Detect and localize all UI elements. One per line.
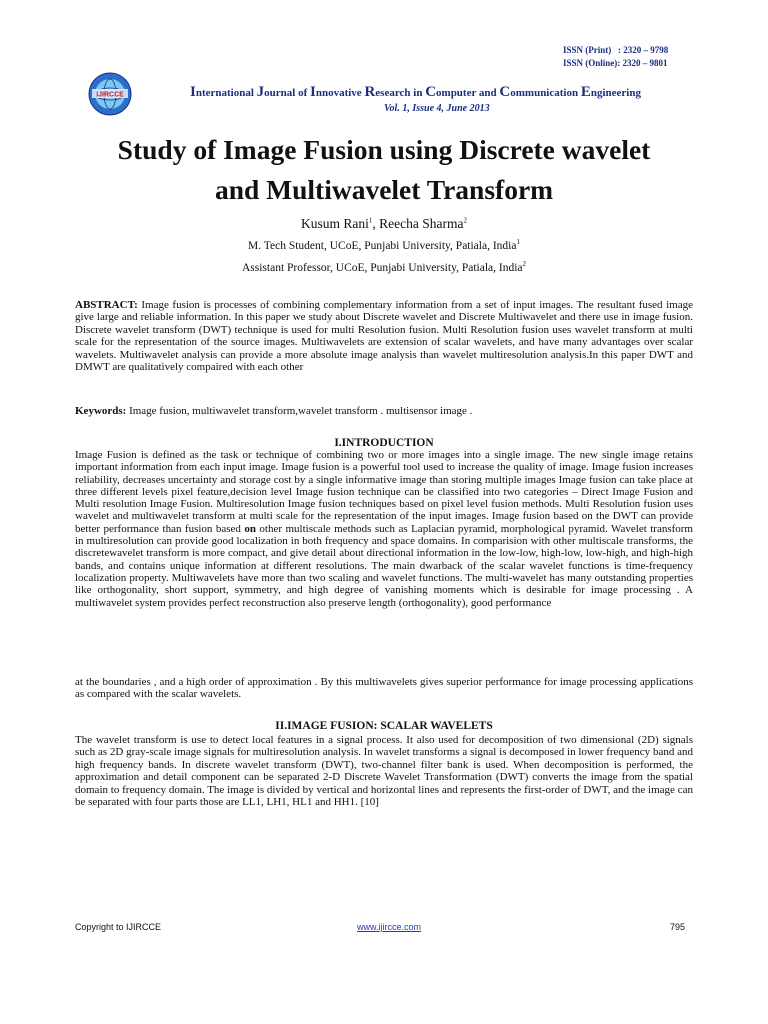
abstract bbox=[75, 299, 693, 373]
journal-logo bbox=[88, 72, 132, 116]
journal-title-word-2: nnovative bbox=[315, 87, 365, 99]
journal-title-word-6: ngineering bbox=[590, 87, 641, 99]
abstract-label: ABSTRACT: bbox=[75, 299, 138, 311]
keywords-text: Image fusion, multiwavelet transform,wavelet transform . multisensor image . bbox=[126, 405, 473, 417]
introduction-paragraph-2: at the boundaries , and a high order of approximation . By this multiwavelets gives superior performance for image processing applications as compared with the scalar wavelets. bbox=[75, 676, 693, 701]
introduction-paragraph bbox=[75, 449, 693, 609]
journal-title-word-5: ommunication bbox=[510, 87, 581, 99]
affiliation-1 bbox=[0, 240, 768, 252]
author-2: Reecha Sharma bbox=[379, 216, 464, 231]
section-heading-introduction: I.INTRODUCTION bbox=[334, 437, 434, 449]
issn-block bbox=[563, 44, 668, 70]
footer-url-link[interactable]: www.ijircce.com bbox=[357, 922, 422, 932]
affiliation-2-text: Assistant Professor, UCoE, Punjabi University, Patiala, India bbox=[241, 262, 523, 274]
keywords bbox=[75, 405, 693, 417]
journal-title-cap-5: C bbox=[499, 84, 511, 100]
journal-title-cap-0: I bbox=[190, 84, 196, 100]
author-1: Kusum Rani bbox=[301, 216, 369, 231]
affiliation-2-sup: 2 bbox=[522, 260, 526, 269]
issn-online: ISSN (Online): 2320 – 9801 bbox=[563, 58, 668, 68]
author-2-sup: 2 bbox=[463, 216, 467, 225]
intro-text-part2: other multiscale methods such as Laplacian pyramid, morphological pyramid. Wavelet transform in multiresolution can provide good localization in both frequency and space domains. In comparision with other multiscale transforms, the discretewavelet transform is more compact, and give detail about directional information in the low-low, high-low, low-high, and high-high bands, and contains unique information at different resolutions. The main dwarback of the scalar wavelet functions is time-frequency localization property. Multiwavelets have more than two scaling and wavelet functions. The multi-wavelet has many outstanding properties like orthogonality, short support, symmetry, and high degree of vanishing moments which is desirable for image processing . A multiwavelet system provides perfect reconstruction also preserve length (orthogonality), good performance bbox=[75, 522, 693, 609]
journal-title-cap-6: E bbox=[580, 84, 591, 100]
journal-title-cap-3: R bbox=[364, 84, 376, 100]
issn-print: ISSN (Print) : 2320 – 9798 bbox=[563, 45, 669, 55]
title-line-1: Study of Image Fusion using Discrete wavelet bbox=[117, 134, 651, 165]
section-heading-scalar-wavelets: II.IMAGE FUSION: SCALAR WAVELETS bbox=[275, 720, 493, 732]
affiliation-1-text: M. Tech Student, UCoE, Punjabi University, Patiala, India bbox=[248, 240, 517, 252]
footer-copyright: Copyright to IJIRCCE bbox=[75, 922, 162, 932]
affiliation-1-sup: 1 bbox=[516, 238, 520, 247]
intro-text-part1: Image Fusion is defined as the task or technique of combining two or more images into a single image. The new single image retains important information from each input image. Image fusion is a powerful tool used to increase the quality of image. Image fusion increases reliability, decreases uncertainty and storage cost by a single informative image than storing multiple images Image fusion can take place at three different levels pixel feature,decision level Image fusion technique can be classified into two categories – Direct Image Fusion and Multi resolution Image Fusion. Multiresolution Image fusion techniques based on pixel level fusion methods. Multi Resolution fusion uses wavelet and multiwavelet transform at multi scale for the representation of the input images. Image fusion based on the DWT can provide better performance than fusion based bbox=[75, 449, 693, 535]
journal-title-cap-1: J bbox=[256, 84, 265, 100]
abstract-text: Image fusion is processes of combining complementary information from a set of input images. The resultant fused image give large and reliable information. In this paper we study about Discrete wavelet and Discrete Multiwavelet and there use in image fusion. Discrete wavelet transform (DWT) technique is used for multi Resolution fusion. Multi Resolution fusion uses wavelet transform at multi scale for the representation of the source images. Multiwavelets are extension of scalar wavelets, and have many advantages over scalar wavelets. Multiwavelet analysis can provide a more absolute image analysis than wavelet multiresolution analysis.In this paper DWT and DMWT are qualitatively compaired with each other bbox=[75, 299, 693, 374]
author-1-sup: 1 bbox=[368, 216, 373, 225]
volume-issue: Vol. 1, Issue 4, June 2013 bbox=[384, 103, 490, 114]
title-line-2: and Multiwavelet Transform bbox=[214, 174, 554, 205]
author-separator: , bbox=[372, 216, 380, 231]
logo-text: IJIRCCE bbox=[96, 91, 124, 99]
keywords-label: Keywords: bbox=[75, 405, 127, 417]
paper-title bbox=[40, 130, 728, 210]
intro-bold-word: on bbox=[244, 522, 256, 535]
authors bbox=[0, 216, 768, 232]
scalar-wavelets-paragraph: The wavelet transform is use to detect local features in a signal process. It also used for decomposition of two dimensional (2D) signals such as 2D gray-scale image signals for multiresolution analysis. In wavelet transforms a signal is decomposed in lower frequency band and high frequency bands. In discrete wavelet transform (DWT), two-channel filter bank is used. When decomposition is performed, the approximation and detail component can be separated 2-D Discrete Wavelet Transformation (DWT) converts the image from the spatial domain to frequency domain. The image is divided by vertical and horizontal lines and represents the first-order of DWT, and the image can be separated with four parts those are LL1, LH1, HL1 and HH1. [10] bbox=[75, 734, 693, 809]
affiliation-2 bbox=[0, 262, 768, 274]
journal-title-cap-4: C bbox=[425, 84, 437, 100]
journal-title-word-1: ournal of bbox=[264, 87, 310, 99]
journal-title-word-4: omputer and bbox=[436, 87, 500, 99]
journal-title-word-0: nternational bbox=[195, 87, 257, 99]
journal-title bbox=[190, 84, 710, 101]
journal-title-word-3: esearch in bbox=[375, 87, 426, 99]
journal-title-cap-2: I bbox=[310, 84, 316, 100]
footer-page-number: 795 bbox=[670, 922, 686, 932]
